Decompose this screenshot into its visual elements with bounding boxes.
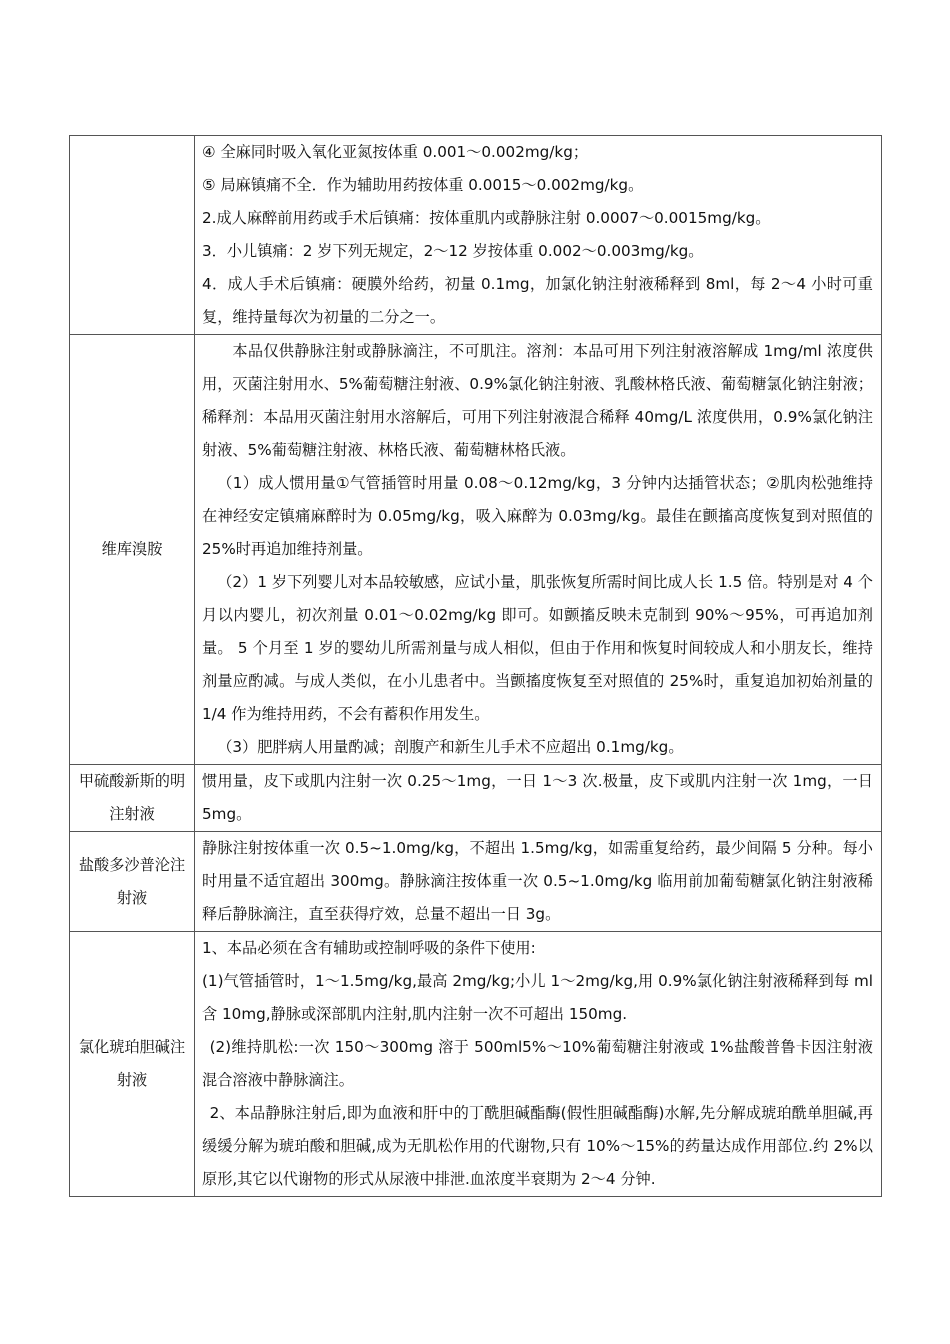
dosage-paragraph: （1）成人惯用量①气管插管时用量 0.08～0.12mg/kg，3 分钟内达插管状态；②肌肉松弛维持在神经安定镇痛麻醉时为 0.05mg/kg，吸入麻醉为 0.03mg/kg。最佳在颤搐高度恢复到对照值的 25%时再追加维持剂量。 — [202, 474, 873, 558]
table-row — [70, 832, 882, 932]
dosage-paragraph: 3．小儿镇痛：2 岁下列无规定，2～12 岁按体重 0.002～0.003mg/kg。 — [202, 242, 704, 260]
dosage-paragraph: (1)气管插管时，1～1.5mg/kg,最高 2mg/kg;小儿 1～2mg/kg,用 0.9%氯化钠注射液稀释到每 ml 含 10mg,静脉或深部肌内注射,肌内注射一次不可超出 150mg. — [202, 972, 873, 1023]
table-row — [70, 765, 882, 832]
table-row — [70, 335, 882, 765]
dosage-paragraph: （3）肥胖病人用量酌减；剖腹产和新生儿手术不应超出 0.1mg/kg。 — [217, 738, 684, 756]
drug-name-cell: 盐酸多沙普沦注射液 — [70, 832, 195, 932]
drug-name-cell: 甲硫酸新斯的明注射液 — [70, 765, 195, 832]
dosage-cell — [195, 136, 882, 335]
dosage-cell — [195, 932, 882, 1197]
dosage-paragraph: ⑤ 局麻镇痛不全．作为辅助用药按体重 0.0015～0.002mg/kg。 — [202, 176, 644, 194]
dosage-paragraph: 2.成人麻醉前用药或手术后镇痛：按体重肌内或静脉注射 0.0007～0.0015mg/kg。 — [202, 209, 771, 227]
table-row — [70, 136, 882, 335]
dosage-paragraph: 惯用量，皮下或肌内注射一次 0.25～1mg，一日 1～3 次.极量，皮下或肌内注射一次 1mg，一日 5mg。 — [202, 772, 873, 823]
dosage-paragraph: （2）1 岁下列婴儿对本品较敏感，应试小量，肌张恢复所需时间比成人长 1.5 倍。特别是对 4 个月以内婴儿，初次剂量 0.01～0.02mg/kg 即可。如颤搐反映未克制到 90%～95%，可再追加剂量。 5 个月至 1 岁的婴幼儿所需剂量与成人相似，但由于作用和恢复时间较成人和小朋友长，维持剂量应酌减。与成人类似，在小儿患者中。当颤搐度恢复至对照值的 25%时，重复追加初始剂量的 1/4 作为维持用药，不会有蓄积作用发生。 — [202, 573, 873, 723]
drug-name-cell: 氯化琥珀胆碱注射液 — [70, 932, 195, 1197]
dosage-cell — [195, 335, 882, 765]
dosage-paragraph: 2、本品静脉注射后,即为血液和肝中的丁酰胆碱酯酶(假性胆碱酯酶)水解,先分解成琥珀酰单胆碱,再缓缓分解为琥珀酸和胆碱,成为无肌松作用的代谢物,只有 10%～15%的药量达成作用部位.约 2%以原形,其它以代谢物的形式从尿液中排泄.血浓度半衰期为 2～4 分钟. — [202, 1104, 873, 1188]
table-row — [70, 932, 882, 1197]
dosage-paragraph: 1、本品必须在含有辅助或控制呼吸的条件下使用: — [202, 939, 536, 957]
dosage-paragraph: (2)维持肌松:一次 150～300mg 溶于 500ml5%～10%葡萄糖注射液或 1%盐酸普鲁卡因注射液混合溶液中静脉滴注。 — [202, 1038, 873, 1089]
dosage-paragraph: 4．成人手术后镇痛：硬膜外给药，初量 0.1mg，加氯化钠注射液稀释到 8ml，每 2～4 小时可重复，维持量每次为初量的二分之一。 — [202, 275, 873, 326]
dosage-paragraph: ④ 全麻同时吸入氧化亚氮按体重 0.001～0.002mg/kg； — [202, 143, 589, 161]
drug-name-cell — [70, 136, 195, 335]
drug-dosage-table — [69, 135, 882, 1197]
dosage-paragraph: 本品仅供静脉注射或静脉滴注，不可肌注。溶剂：本品可用下列注射液溶解成 1mg/ml 浓度供用，灭菌注射用水、5%葡萄糖注射液、0.9%氯化钠注射液、乳酸林格氏液、葡萄糖氯化钠注射液；稀释剂：本品用灭菌注射用水溶解后，可用下列注射液混合稀释 40mg/L 浓度供用，0.9%氯化钠注射液、5%葡萄糖注射液、林格氏液、葡萄糖林格氏液。 — [202, 342, 873, 459]
dosage-cell — [195, 832, 882, 932]
dosage-cell — [195, 765, 882, 832]
dosage-paragraph: 静脉注射按体重一次 0.5~1.0mg/kg，不超出 1.5mg/kg，如需重复给药，最少间隔 5 分种。每小时用量不适宜超出 300mg。静脉滴注按体重一次 0.5~1.0mg/kg 临用前加葡萄糖氯化钠注射液稀释后静脉滴注，直至获得疗效，总量不超出一日 3g。 — [202, 839, 873, 923]
drug-name-cell: 维库溴胺 — [70, 335, 195, 765]
